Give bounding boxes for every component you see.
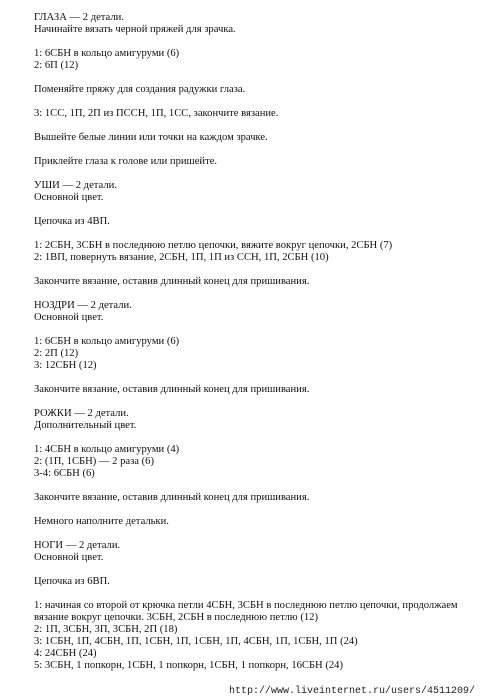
blank-line [34, 144, 474, 156]
text-line: НОГИ — 2 детали. [34, 540, 121, 551]
text-line: 5: 3СБН, 1 попкорн, 1СБН, 1 попкорн, 1СБН, 1 попкорн, 16СБН (24) [34, 660, 344, 671]
text-line: Основной цвет. [34, 312, 104, 323]
blank-line [34, 204, 474, 216]
text-line: 3: 1СС, 1П, 2П из ПССН, 1П, 1СС, закончите вязание. [34, 108, 279, 119]
blank-line [34, 264, 474, 276]
blank-line [34, 504, 474, 516]
text-line: 4: 24СБН (24) [34, 648, 97, 659]
text-line: 2: (1П, 1СБН) — 2 раза (6) [34, 456, 155, 467]
blank-line [34, 564, 474, 576]
blank-line [34, 480, 474, 492]
text-line: Немного наполните детальки. [34, 516, 169, 527]
text-line: 1: 4СБН в кольцо амигуруми (4) [34, 444, 180, 455]
blank-line [34, 72, 474, 84]
text-line: 3: 1СБН, 1П, 4СБН, 1П, 1СБН, 1П, 1СБН, 1П, 4СБН, 1П, 1СБН, 1П (24) [34, 636, 358, 647]
text-line: Закончите вязание, оставив длинный конец для пришивания. [34, 492, 310, 503]
text-line: Закончите вязание, оставив длинный конец для пришивания. [34, 276, 310, 287]
text-line: ГЛАЗА — 2 детали. [34, 12, 124, 23]
text-line: НОЗДРИ — 2 детали. [34, 300, 132, 311]
text-line: 1: 6СБН в кольцо амигуруми (6) [34, 48, 180, 59]
text-line: Закончите вязание, оставив длинный конец для пришивания. [34, 384, 310, 395]
blank-line [34, 432, 474, 444]
blank-line [34, 228, 474, 240]
text-line: 3-4: 6СБН (6) [34, 468, 95, 479]
text-line: Вышейте белые линии или точки на каждом зрачке. [34, 132, 268, 143]
blank-line [34, 528, 474, 540]
text-line: РОЖКИ — 2 детали. [34, 408, 129, 419]
text-line: вязание вокруг цепочки. 3СБН, 2СБН в последнюю петлю (12) [34, 612, 318, 623]
blank-line [34, 36, 474, 48]
text-line: 2: 1П, 3СБН, 3П, 3СБН, 2П (18) [34, 624, 178, 635]
blank-line [34, 168, 474, 180]
blank-line [34, 120, 474, 132]
text-line: Дополнительный цвет. [34, 420, 137, 431]
text-line: 2: 2П (12) [34, 348, 79, 359]
text-line: Цепочка из 4ВП. [34, 216, 110, 227]
blank-line [34, 588, 474, 600]
text-line: 1: начиная со второй от крючка петли 4СБН, 3СБН в последнюю петлю цепочки, продолжаем [34, 600, 458, 611]
document-text [34, 12, 474, 672]
text-line: 3: 12СБН (12) [34, 360, 97, 371]
text-line: УШИ — 2 детали. [34, 180, 117, 191]
blank-line [34, 324, 474, 336]
text-line: 1: 2СБН, 3СБН в последнюю петлю цепочки, вяжите вокруг цепочки, 2СБН (7) [34, 240, 393, 251]
blank-line [34, 396, 474, 408]
text-line: Поменяйте пряжу для создания радужки глаза. [34, 84, 246, 95]
text-line: Цепочка из 6ВП. [34, 576, 110, 587]
blank-line [34, 288, 474, 300]
text-line: Основной цвет. [34, 552, 104, 563]
blank-line [34, 96, 474, 108]
watermark-url: http://www.liveinternet.ru/users/4511209/ [228, 686, 475, 697]
text-line: 2: 1ВП, повернуть вязание, 2СБН, 1П, 1П из ССН, 1П, 2СБН (10) [34, 252, 329, 263]
text-line: Приклейте глаза к голове или пришейте. [34, 156, 218, 167]
text-line: 2: 6П (12) [34, 60, 79, 71]
text-line: 1: 6СБН в кольцо амигуруми (6) [34, 336, 180, 347]
text-line: Основной цвет. [34, 192, 104, 203]
text-line: Начинайте вязать черной пряжей для зрачка. [34, 24, 236, 35]
blank-line [34, 372, 474, 384]
